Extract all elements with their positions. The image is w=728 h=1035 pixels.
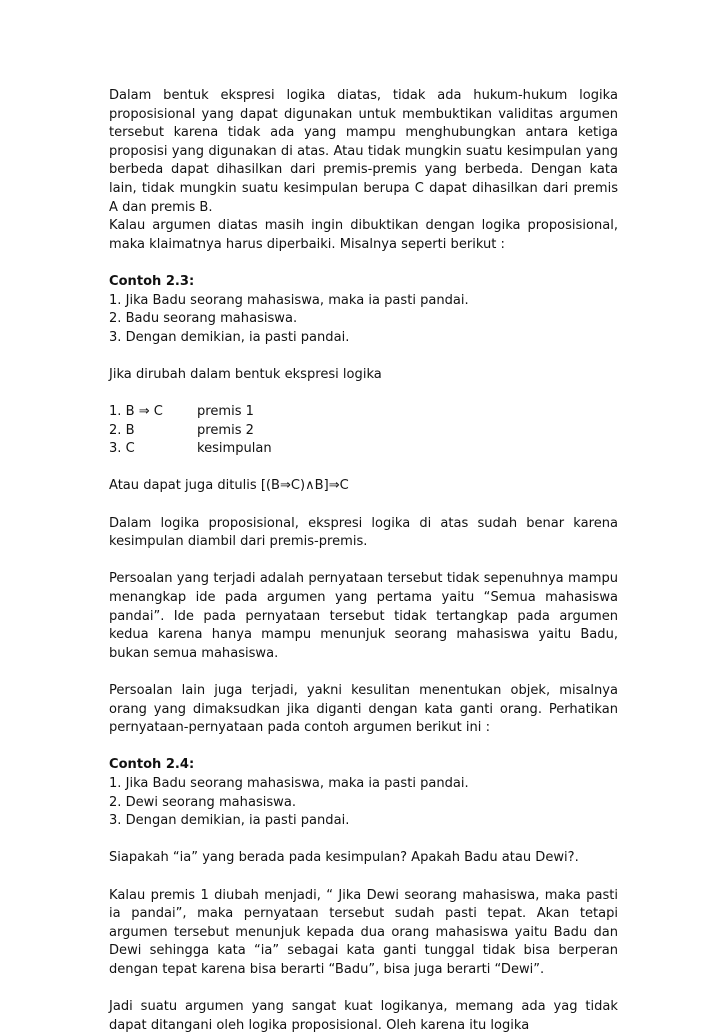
expression-row <box>109 440 618 459</box>
paragraph: Dalam bentuk ekspresi logika diatas, tidak ada hukum-hukum logika proposisional yang dapat digunakan untuk membuktikan validitas argumen tersebut karena tidak ada yang mampu menghubungkan antara ketiga proposisi yang digunakan di atas. Atau tidak mungkin suatu kesimpulan yang berbeda dapat dihasilkan dari premis-premis yang berbeda. Dengan kata lain, tidak mungkin suatu kesimpulan berupa C dapat dihasilkan dari premis A dan premis B. <box>109 88 618 215</box>
expression-formula: 3. C <box>109 441 135 457</box>
paragraph: Persoalan lain juga terjadi, yakni kesulitan menentukan objek, misalnya orang yang dimaksudkan jika diganti dengan kata ganti orang. Perhatikan pernyataan-pernyataan pada contoh argumen berikut ini : <box>109 683 618 736</box>
paragraph: Dalam logika proposisional, ekspresi logika di atas sudah benar karena kesimpulan diambil dari premis-premis. <box>109 515 618 550</box>
paragraph: Jadi suatu argumen yang sangat kuat logikanya, memang ada yag tidak dapat ditangani oleh logika proposisional. Oleh karena itu logika <box>109 999 618 1033</box>
expression-formula: 2. B <box>109 422 135 438</box>
paragraph: Jika dirubah dalam bentuk ekspresi logika <box>109 366 382 382</box>
expression-row <box>109 403 618 422</box>
example-list <box>109 292 618 348</box>
expression-formula: 1. B ⇒ C <box>109 404 163 420</box>
expression-role: premis 2 <box>197 422 254 438</box>
paragraph: Kalau argumen diatas masih ingin dibuktikan dengan logika proposisional, maka klaimatnya harus diperbaiki. Misalnya seperti berikut : <box>109 218 618 252</box>
example-block <box>109 756 618 830</box>
paragraph: Siapakah “ia” yang berada pada kesimpulan? Apakah Badu atau Dewi?. <box>109 850 579 866</box>
list-item: 2. Dewi seorang mahasiswa. <box>109 794 296 810</box>
expression-role: kesimpulan <box>197 441 272 457</box>
paragraph: Kalau premis 1 diubah menjadi, “ Jika Dewi seorang mahasiswa, maka pasti ia pandai”, maka pernyataan tersebut sudah pasti tepat. Akan tetapi argumen tersebut menunjuk kepada dua orang mahasiswa yaitu Badu dan Dewi sehingga kata “ia” sebagai kata ganti tunggal tidak bisa berperan dengan tepat karena bisa berarti “Badu”, bisa juga berarti “Dewi”. <box>109 887 618 977</box>
example-title: Contoh 2.3: <box>109 273 195 289</box>
paragraph: Persoalan yang terjadi adalah pernyataan tersebut tidak sepenuhnya mampu menangkap ide pada argumen yang pertama yaitu “Semua mahasiswa pandai”. Ide pada pernyataan tersebut tidak tertangkap pada argumen kedua karena hanya mampu menunjuk seorang mahasiswa yaitu Badu, bukan semua mahasiswa. <box>109 571 618 661</box>
list-item: 2. Badu seorang mahasiswa. <box>109 311 298 327</box>
expression-role: premis 1 <box>197 404 254 420</box>
list-item: 3. Dengan demikian, ia pasti pandai. <box>109 329 350 345</box>
logic-expression-table <box>109 403 618 459</box>
list-item: 1. Jika Badu seorang mahasiswa, maka ia pasti pandai. <box>109 775 469 791</box>
list-item: 1. Jika Badu seorang mahasiswa, maka ia pasti pandai. <box>109 292 469 308</box>
list-item: 3. Dengan demikian, ia pasti pandai. <box>109 813 350 829</box>
paragraph: Atau dapat juga ditulis [(B⇒C)∧B]⇒C <box>109 478 349 494</box>
expression-row <box>109 422 618 441</box>
example-block <box>109 273 618 347</box>
example-list <box>109 775 618 831</box>
example-title: Contoh 2.4: <box>109 757 195 773</box>
